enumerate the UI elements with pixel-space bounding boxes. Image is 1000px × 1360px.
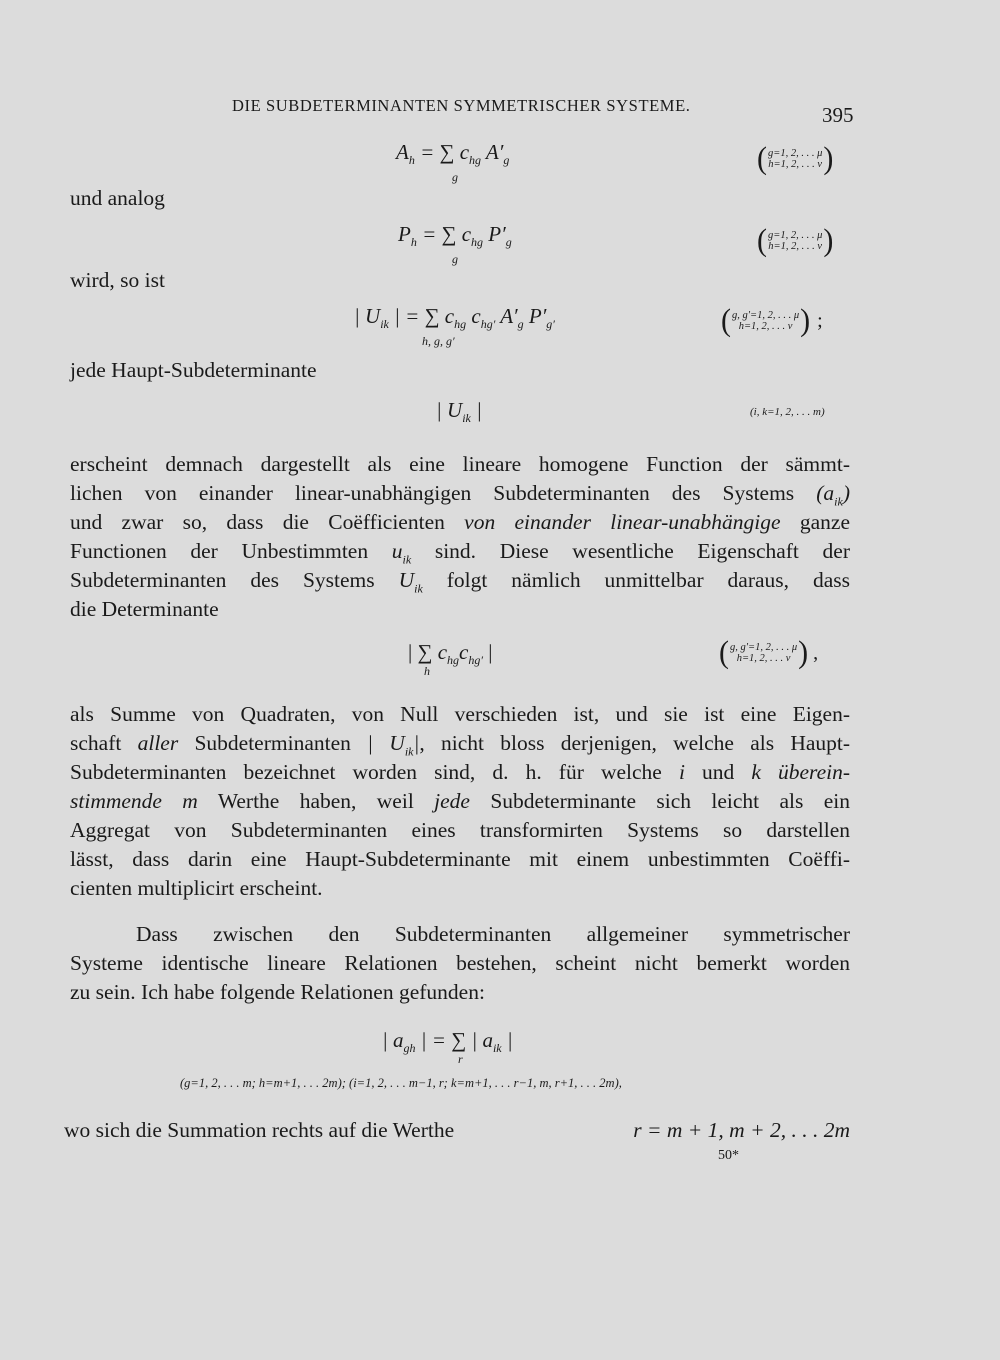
equation-3: | $U_{ik}$ | = ∑ $c_{hg}$ $c_{hg'}$ $A'_g$ $P'_{g'}$: [354, 304, 555, 332]
text-und-analog: und analog: [70, 186, 165, 210]
para1-line2: lichen von einander linear-unabhängigen Subdeterminanten des Systems $(a_{ik})$: [70, 481, 851, 509]
page-number: 395: [822, 103, 854, 127]
para3-line3: zu sein. Ich habe folgende Relationen gefunden:: [70, 980, 485, 1004]
equation-1-sum-index: g: [452, 170, 458, 184]
signature-mark: 50*: [718, 1148, 739, 1163]
para2-line4: stimmende m Werthe haben, weil jede Subdeterminante sich leicht als ein: [70, 789, 850, 813]
equation-6: | $a_{gh}$ | = ∑ | $a_{ik}$ |: [382, 1028, 513, 1056]
para2-line7: cienten multiplicirt erscheint.: [70, 876, 323, 900]
equation-4-range: (i, k=1, 2, . . . m): [750, 406, 825, 418]
equation-4: | $U_{ik}$ |: [436, 398, 482, 426]
para2-line3: Subdeterminanten bezeichnet worden sind, d. h. für welche i und k überein-: [70, 760, 851, 784]
equation-5-range: ( g, g′=1, 2, . . . μ h=1, 2, . . . ν ) ,: [719, 635, 819, 670]
equation-2-sum-index: g: [452, 252, 458, 266]
para3-line1: Dass zwischen den Subdeterminanten allgemeiner symmetrischer: [136, 922, 850, 946]
para3-line2: Systeme identische lineare Relationen bestehen, scheint nicht bemerkt worden: [70, 951, 850, 975]
para2-line6: lässt, dass darin eine Haupt-Subdeterminante mit einem unbestimmten Coëffi-: [70, 847, 850, 871]
equation-6-range: (g=1, 2, . . . m; h=m+1, . . . 2m); (i=1, 2, . . . m−1, r; k=m+1, . . . r−1, m, r+1, . . . 2m),: [180, 1076, 622, 1090]
para1-line4: Functionen der Unbestimmten $u_{ik}$ sind. Diese wesentliche Eigenschaft der: [70, 539, 851, 567]
para1-line1: erscheint demnach dargestellt als eine lineare homogene Function der sämmt-: [70, 452, 850, 476]
running-header: DIE SUBDETERMINANTEN SYMMETRISCHER SYSTEME.: [232, 96, 691, 115]
para2-line5: Aggregat von Subdeterminanten eines transformirten Systems so darstellen: [70, 818, 850, 842]
equation-6-sum-index: r: [458, 1052, 463, 1066]
para1-line5: Subdeterminanten des Systems $U_{ik}$ folgt nämlich unmittelbar daraus, dass: [70, 568, 851, 596]
para1-line3: und zwar so, dass die Coëfficienten von einander linear-unabhängige ganze: [70, 510, 851, 534]
equation-5-sum-index: h: [424, 664, 430, 678]
equation-3-range: ( g, g′=1, 2, . . . μ h=1, 2, . . . ν ) ;: [721, 303, 823, 338]
para1-line6: die Determinante: [70, 597, 219, 621]
equation-5: | ∑ $c_{hg}c_{hg'}$ |: [408, 640, 493, 668]
text-jede-haupt: jede Haupt-Subdeterminante: [70, 358, 317, 382]
para2-line1: als Summe von Quadraten, von Null verschieden ist, und sie ist eine Eigen-: [70, 702, 850, 726]
para4-line1: wo sich die Summation rechts auf die Werthe r = m + 1, m + 2, . . . 2m: [64, 1118, 850, 1142]
equation-2-range: ( g=1, 2, . . . μ h=1, 2, . . . ν ): [757, 223, 834, 258]
text-wird-so-ist: wird, so ist: [70, 268, 165, 292]
equation-1: $A_h$ = ∑ $c_{hg}$ $A'_g$: [396, 140, 510, 168]
equation-3-sum-index: h, g, g′: [422, 334, 455, 348]
equation-1-range: ( g=1, 2, . . . μ h=1, 2, . . . ν ): [757, 141, 834, 176]
equation-2: $P_h$ = ∑ $c_{hg}$ $P'_g$: [398, 222, 512, 250]
para2-line2: schaft aller Subdeterminanten | $U_{ik}|$, nicht bloss derjenigen, welche als Haupt-: [70, 731, 851, 759]
